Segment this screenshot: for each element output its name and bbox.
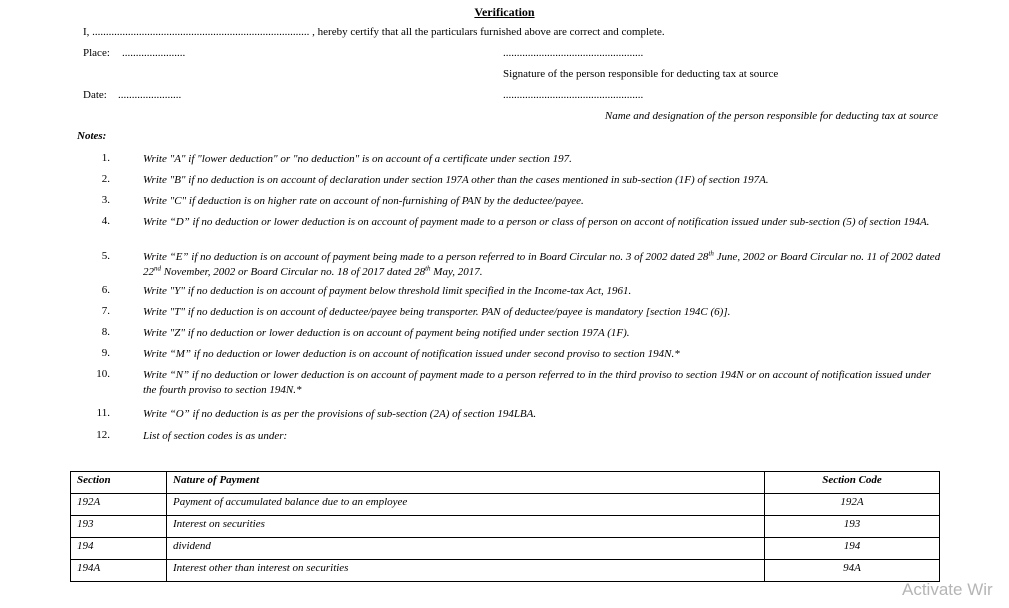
date-label: Date: <box>83 89 107 101</box>
note-number: 5. <box>101 250 110 262</box>
code-cell: 194 <box>765 538 940 560</box>
section-cell: 194 <box>71 538 167 560</box>
note-text: Write “N” if no deduction or lower deduction is on account of payment made to a person referred to in the third proviso to section 194N or on account of notification issued under the fourth proviso to section 194N.* <box>143 369 931 396</box>
name-designation-label: Name and designation of the person responsible for deducting tax at source <box>604 110 938 122</box>
note-text: Write "Y" if no deduction is on account of payment below threshold limit specified in the Income-tax Act, 1961. <box>143 285 632 297</box>
note-number: 10. <box>96 368 110 380</box>
note-text-part: November, 2002 or Board Circular no. 18 of 2017 dated 28 <box>161 266 426 278</box>
table-row <box>71 538 940 560</box>
column-header-code: Section Code <box>765 472 940 494</box>
column-header-nature: Nature of Payment <box>167 472 765 494</box>
nature-cell: Payment of accumulated balance due to an employee <box>167 494 765 516</box>
note-number: 4. <box>101 215 110 227</box>
notes-heading: Notes: <box>77 130 107 142</box>
table-row <box>71 516 940 538</box>
column-header-section: Section <box>71 472 167 494</box>
ordinal-suffix: nd <box>154 264 161 273</box>
note-number: 2. <box>101 173 110 185</box>
note-text: Write “D” if no deduction or lower deduction is on account of payment made to a person or class of person on accont of notification issued under sub-section (5) of section 194A. <box>143 216 930 228</box>
note-number: 3. <box>101 194 110 206</box>
note-number: 6. <box>101 284 110 296</box>
note-text: Write "B" if no deduction is on account of declaration under section 197A other than the cases mentioned in sub-section (1F) of section 197A. <box>143 174 769 186</box>
table-row <box>71 494 940 516</box>
nature-cell: Interest other than interest on securities <box>167 560 765 582</box>
note-number: 9. <box>101 347 110 359</box>
verification-title: Verification <box>474 5 535 19</box>
table-header-row <box>71 472 940 494</box>
nature-cell: Interest on securities <box>167 516 765 538</box>
code-cell: 193 <box>765 516 940 538</box>
signature-line: ................................................... <box>503 47 644 59</box>
place-label: Place: <box>83 47 110 59</box>
note-text: Write "A" if "lower deduction" or "no deduction" is on account of a certificate under section 197. <box>143 153 572 165</box>
activation-watermark: Activate Wir <box>902 580 993 599</box>
note-text: List of section codes is as under: <box>143 430 288 442</box>
note-text: Write "T" if no deduction is on account of deductee/payee being transporter. PAN of deductee/payee is mandatory [section 194C (6)]. <box>143 306 731 318</box>
code-cell: 94A <box>765 560 940 582</box>
note-text-part: June, 2002 or Board Circular no. 11 of 2002 dated 22 <box>143 251 941 278</box>
ordinal-suffix: th <box>708 249 714 258</box>
nature-cell: dividend <box>167 538 765 560</box>
place-field: ....................... <box>122 47 186 59</box>
note-number: 11. <box>96 407 110 419</box>
code-cell: 192A <box>765 494 940 516</box>
note-text <box>143 250 943 280</box>
note-text: Write “O” if no deduction is as per the provisions of sub-section (2A) of section 194LBA. <box>143 408 537 420</box>
section-cell: 192A <box>71 494 167 516</box>
note-text-part: Write “E” if no deduction is on account of payment being made to a person referred to in Board Circular no. 3 of 2002 dated 28 <box>143 251 709 263</box>
note-number: 12. <box>96 429 110 441</box>
note-text-part: May, 2017. <box>430 266 483 278</box>
note-text: Write "C" if deduction is on higher rate on account of non-furnishing of PAN by the deductee/payee. <box>143 195 584 207</box>
section-cell: 193 <box>71 516 167 538</box>
note-text: Write “M” if no deduction or lower deduction is on account of notification issued under second proviso to section 194N.* <box>143 348 680 360</box>
date-field: ....................... <box>118 89 182 101</box>
table-row <box>71 560 940 582</box>
note-number: 7. <box>101 305 110 317</box>
name-designation-line: ................................................... <box>503 89 644 101</box>
section-codes-table <box>70 471 940 582</box>
note-number: 8. <box>101 326 110 338</box>
ordinal-suffix: th <box>425 264 431 273</box>
note-number: 1. <box>101 152 110 164</box>
section-cell: 194A <box>71 560 167 582</box>
note-text: Write "Z" if no deduction or lower deduction is on account of payment being notified under section 197A (1F). <box>143 327 630 339</box>
signature-label: Signature of the person responsible for deducting tax at source <box>503 68 779 80</box>
certify-line: I, ............................................................................... , hereby certify that all the particulars furnished above are correct and complete. <box>83 26 665 38</box>
